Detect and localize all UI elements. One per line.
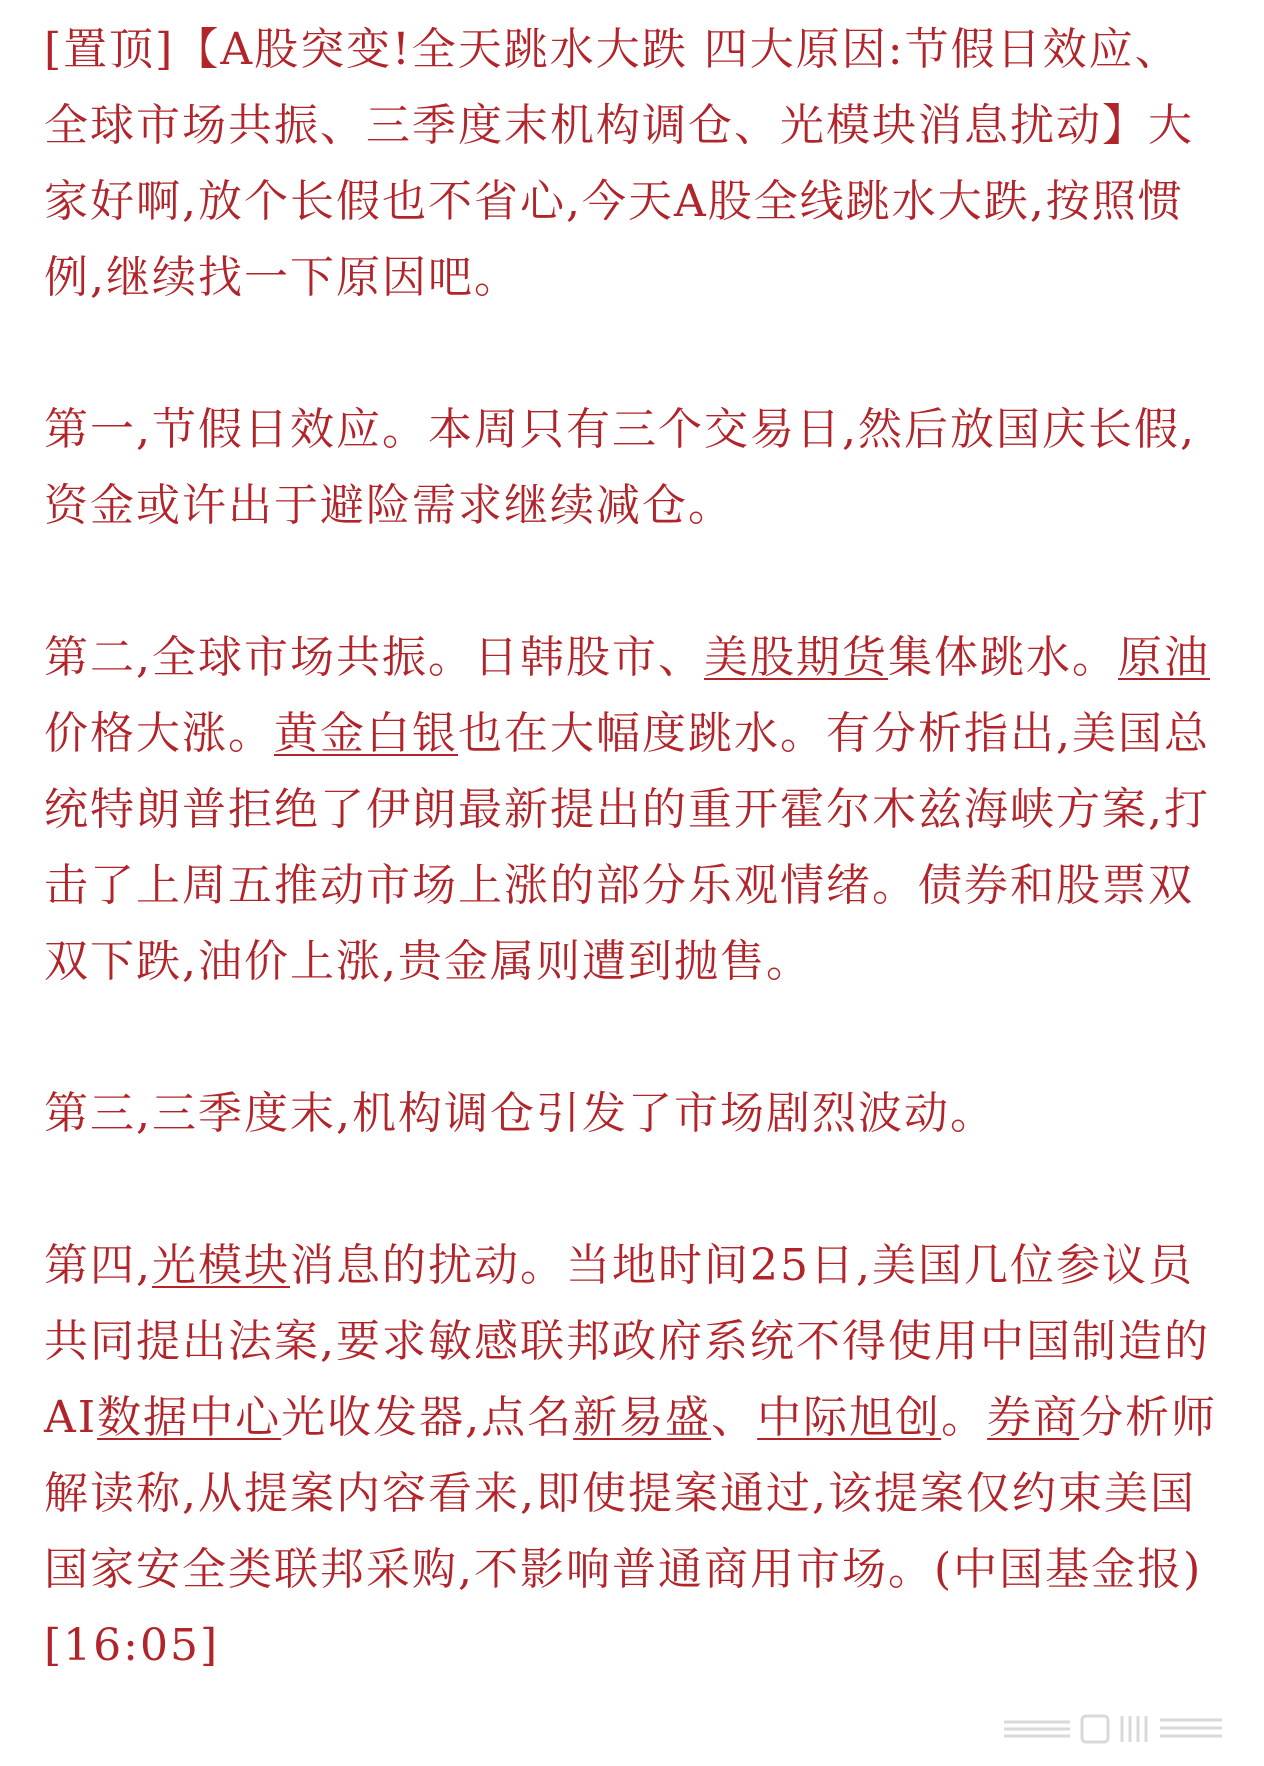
- article-body: [44, 12, 1224, 1684]
- paragraph-text: 第四,: [44, 1240, 152, 1291]
- paragraph-text: 光收发器,点名: [281, 1392, 574, 1443]
- keyword-link[interactable]: 中际旭创: [757, 1392, 942, 1443]
- keyword-link[interactable]: 原油: [1118, 632, 1210, 683]
- paragraph-text: 价格大涨。: [44, 708, 274, 759]
- paragraph-text: 消息的扰动。当地时间25日,美国几位参议员共同提出法案,要求敏感联邦政府系统不得使用中国制造的AI: [44, 1240, 1210, 1443]
- paragraph-1: [44, 12, 1224, 316]
- paragraph-text: 第三,三季度末,机构调仓引发了市场剧烈波动。: [44, 1088, 996, 1139]
- paragraph-text: 第一,节假日效应。本周只有三个交易日,然后放国庆长假,资金或许出于避险需求继续减仓。: [44, 404, 1196, 531]
- keyword-link[interactable]: 新易盛: [573, 1392, 712, 1443]
- paragraph-2: [44, 392, 1224, 544]
- paragraph-text: [置顶]【A股突变!全天跳水大跌 四大原因:节假日效应、全球市场共振、三季度末机构调仓、光模块消息扰动】大家好啊,放个长假也不省心,今天A股全线跳水大跌,按照惯例,继续找一下原因吧。: [44, 24, 1194, 303]
- paragraph-3: [44, 620, 1224, 1000]
- paragraph-text: 第二,全球市场共振。日韩股市、: [44, 632, 704, 683]
- keyword-link[interactable]: 黄金白银: [274, 708, 458, 759]
- keyword-link[interactable]: 美股期货: [704, 632, 888, 683]
- paragraph-text: 、: [711, 1392, 758, 1443]
- paragraph-text: 。: [941, 1392, 988, 1443]
- paragraph-text: 也在大幅度跳水。有分析指出,美国总统特朗普拒绝了伊朗最新提出的重开霍尔木兹海峡方案,打击了上周五推动市场上涨的部分乐观情绪。债券和股票双双下跌,油价上涨,贵金属则遭到抛售。: [44, 708, 1210, 987]
- paragraph-text: 分析师解读称,从提案内容看来,即使提案通过,该提案仅约束美国国家安全类联邦采购,不影响普通商用市场。(中国基金报)[16:05]: [44, 1392, 1218, 1671]
- keyword-link[interactable]: 光模块: [152, 1240, 290, 1291]
- striped-watermark-icon: [1000, 1712, 1228, 1746]
- paragraph-text: 集体跳水。: [888, 632, 1118, 683]
- keyword-link[interactable]: 券商: [987, 1392, 1080, 1443]
- paragraph-4: [44, 1076, 1224, 1152]
- paragraph-5: [44, 1228, 1224, 1684]
- keyword-link[interactable]: 数据中心: [97, 1392, 282, 1443]
